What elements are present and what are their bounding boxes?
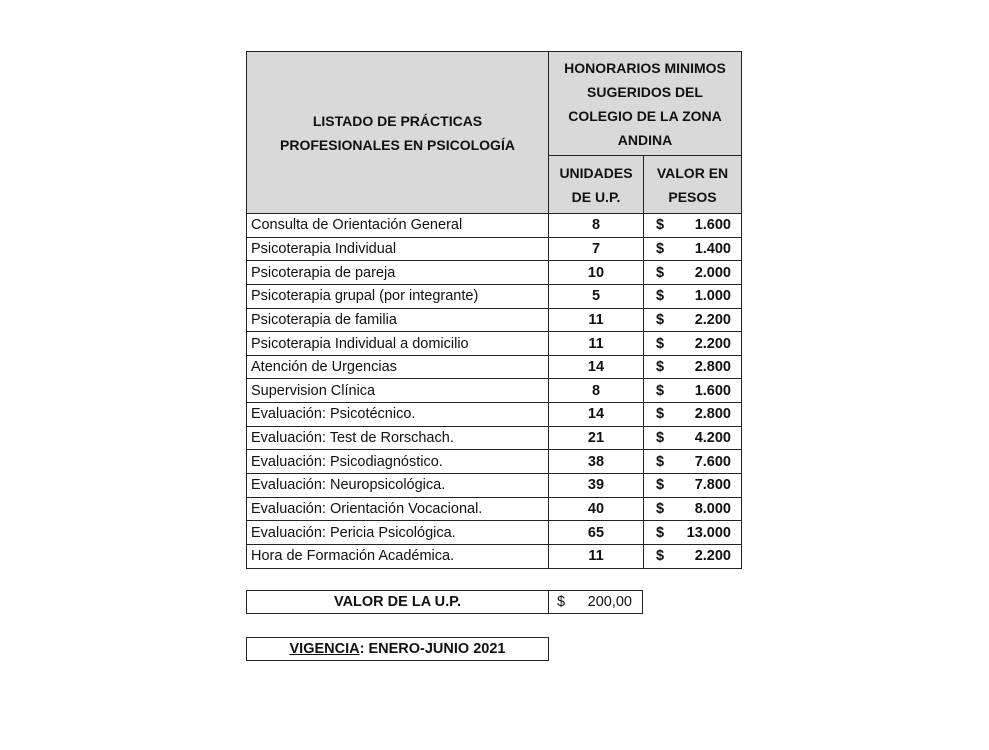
price-amount: 2.200 [694,548,731,565]
practice-units: 8 [549,214,644,238]
units-header-line2: DE U.P. [571,188,621,205]
fees-table [246,51,742,569]
price-amount: 1.600 [694,382,731,399]
practice-value [644,521,742,545]
table-body [247,214,742,569]
table-row [247,214,742,238]
value-header-line2: PESOS [668,188,717,205]
practice-value [644,474,742,498]
practice-name: Psicoterapia de familia [247,308,549,332]
units-header [549,156,644,214]
practice-name: Hora de Formación Académica. [247,544,549,568]
practice-value [644,237,742,261]
currency-symbol: $ [656,382,665,399]
price-amount: 8.000 [694,501,731,517]
vigencia-label: VIGENCIA [289,641,360,657]
price-amount: 13.000 [686,524,731,541]
practice-name: Evaluación: Psicotécnico. [247,403,549,427]
practice-name: Psicoterapia Individual a domicilio [247,332,549,356]
listing-title-line1: LISTADO DE PRÁCTICAS [312,112,483,129]
practice-units: 8 [549,379,644,403]
price-amount: 7.800 [694,477,731,494]
practice-units: 7 [549,237,644,261]
practice-units: 11 [549,332,644,356]
table-row [247,308,742,332]
practice-value [644,450,742,474]
practice-value [644,308,742,332]
practice-value [644,426,742,450]
currency-symbol: $ [656,359,665,376]
price-amount: 2.200 [694,335,731,352]
practice-units: 14 [549,403,644,427]
practice-name: Psicoterapia de pareja [247,261,549,285]
value-header [644,156,742,214]
table-row [247,261,742,285]
practice-name: Evaluación: Neuropsicológica. [247,474,549,498]
table-row [247,521,742,545]
listing-header [247,52,549,214]
vigencia-box [246,637,549,661]
currency-symbol: $ [656,477,665,494]
practice-value [644,214,742,238]
practice-name: Consulta de Orientación General [247,214,549,238]
currency-symbol: $ [656,501,665,517]
practice-name: Evaluación: Orientación Vocacional. [247,497,549,521]
up-amount: 200,00 [587,594,632,610]
price-amount: 2.000 [694,264,731,281]
price-amount: 2.200 [694,311,731,328]
up-value-label: VALOR DE LA U.P. [247,591,549,613]
practice-units: 5 [549,284,644,308]
practice-name: Evaluación: Test de Rorschach. [247,426,549,450]
currency-symbol: $ [656,335,665,352]
currency-symbol: $ [656,430,665,447]
practice-units: 65 [549,521,644,545]
table-row [247,426,742,450]
table-row [247,355,742,379]
table-row [247,544,742,568]
fees-title-line3: COLEGIO DE LA ZONA [568,107,722,124]
table-row [247,497,742,521]
practice-value [644,497,742,521]
currency-symbol: $ [656,264,665,281]
practice-units: 38 [549,450,644,474]
price-amount: 1.400 [694,240,731,257]
units-header-line1: UNIDADES [559,164,633,181]
currency-symbol: $ [656,217,665,234]
currency-symbol: $ [656,453,665,470]
practice-units: 40 [549,497,644,521]
up-value-box [246,590,643,614]
currency-symbol: $ [656,406,665,423]
table-row [247,474,742,498]
practice-name: Atención de Urgencias [247,355,549,379]
practice-name: Evaluación: Pericia Psicológica. [247,521,549,545]
currency-symbol: $ [656,288,665,305]
table-row [247,403,742,427]
fees-title-line4: ANDINA [617,131,673,148]
practice-value [644,332,742,356]
practice-name: Evaluación: Psicodiagnóstico. [247,450,549,474]
fees-title-line2: SUGERIDOS DEL [587,83,703,100]
practice-name: Supervision Clínica [247,379,549,403]
practice-name: Psicoterapia grupal (por integrante) [247,284,549,308]
practice-units: 21 [549,426,644,450]
practice-units: 11 [549,308,644,332]
practice-value [644,284,742,308]
currency-symbol: $ [656,524,665,541]
listing-title-line2: PROFESIONALES EN PSICOLOGÍA [280,136,515,153]
table-row [247,379,742,403]
practice-units: 14 [549,355,644,379]
fees-title-line1: HONORARIOS MINIMOS [564,59,726,76]
price-amount: 1.000 [694,288,731,305]
practice-value [644,379,742,403]
currency-symbol: $ [656,240,665,257]
fees-header [549,52,742,156]
price-amount: 4.200 [694,430,731,447]
price-amount: 2.800 [694,359,731,376]
up-currency-symbol: $ [557,594,566,610]
currency-symbol: $ [656,311,665,328]
practice-value [644,403,742,427]
vigencia-period: : ENERO-JUNIO 2021 [359,641,506,657]
price-amount: 2.800 [694,406,731,423]
practice-value [644,261,742,285]
currency-symbol: $ [656,548,665,565]
price-amount: 1.600 [694,217,731,234]
practice-units: 11 [549,544,644,568]
up-value-amount [549,591,642,613]
practice-name: Psicoterapia Individual [247,237,549,261]
table-row [247,332,742,356]
table-row [247,284,742,308]
practice-value [644,544,742,568]
table-row [247,237,742,261]
value-header-line1: VALOR EN [656,164,729,181]
practice-units: 39 [549,474,644,498]
price-amount: 7.600 [694,453,731,470]
practice-value [644,355,742,379]
practice-units: 10 [549,261,644,285]
table-row [247,450,742,474]
